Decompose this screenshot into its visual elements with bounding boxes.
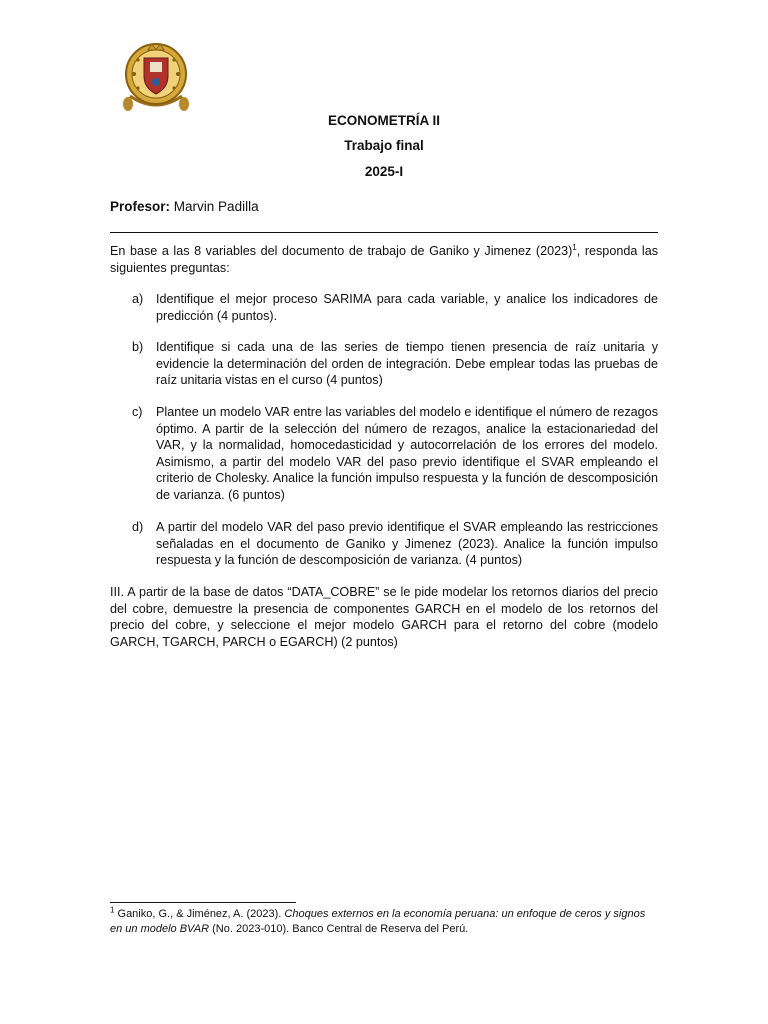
professor-name: Marvin Padilla: [173, 199, 259, 214]
professor-line: Profesor: Marvin Padilla: [110, 199, 259, 214]
intro-text: En base a las 8 variables del documento de trabajo de Ganiko y Jimenez (2023): [110, 244, 573, 258]
professor-label: Profesor: [110, 199, 166, 214]
course-title: ECONOMETRÍA II: [327, 113, 440, 128]
item-text: Identifique el mejor proceso SARIMA para cada variable, y analice los indicadores de predicción (4 puntos).: [156, 292, 658, 323]
header-divider: [110, 232, 658, 233]
footnote-title: Choques externos en la economía peruana: un enfoque de ceros y signos en un modelo BVAR: [110, 908, 646, 935]
footnote-number: 1: [110, 905, 115, 915]
footnote: [110, 907, 658, 937]
part-three-paragraph: III. A partir de la base de datos “DATA_COBRE” se le pide modelar los retornos diarios del precio del cobre, demuestre la presencia de componentes GARCH en el modelo de los retornos del precio del cobre, y seleccione el mejor modelo GARCH para el retorno del cobre (modelo GARCH, TGARCH, PARCH o EGARCH) (2 puntos): [110, 585, 658, 649]
item-text: Plantee un modelo VAR entre las variables del modelo e identifique el número de rezagos óptimo. A partir de la selección del número de rezagos, analice la estacionariedad del VAR, y la normalidad, homocedasticidad y autocorrelación de los errores del modelo. Asimismo, a partir del modelo VAR del paso previo identifique el SVAR empleando el criterio de Cholesky. Analice la función impulso respuesta y la función de descomposición de varianza. (6 puntos): [156, 405, 658, 502]
item-text: A partir del modelo VAR del paso previo identifique el SVAR empleando las restricciones señaladas en el documento de Ganiko y Jimenez (2023). Analice la función impulso respuesta y la función de descomposición de varianza. (4 puntos): [156, 520, 658, 567]
assignment-title: Trabajo final: [344, 138, 424, 153]
item-text: Identifique si cada una de las series de tiempo tienen presencia de raíz unitaria y evidencie la determinación del orden de integración. Debe emplear todas las pruebas de raíz unitaria vistas en el curso (4 puntos): [156, 340, 658, 387]
intro-paragraph: [110, 243, 658, 276]
footnote-source: (No. 2023-010). Banco Central de Reserva del Perú.: [209, 923, 469, 935]
item-marker: a): [132, 292, 144, 306]
intro-text-end: , responda las siguientes preguntas:: [110, 244, 658, 275]
university-crest-icon: [120, 38, 192, 114]
item-marker: b): [132, 340, 144, 354]
term-label: 2025-I: [364, 164, 404, 179]
item-marker: d): [132, 520, 144, 534]
footnote-authors: Ganiko, G., & Jiménez, A. (2023).: [114, 908, 285, 920]
item-marker: c): [132, 405, 143, 419]
footnote-divider: [110, 902, 296, 903]
footnote-ref: 1: [572, 242, 577, 252]
